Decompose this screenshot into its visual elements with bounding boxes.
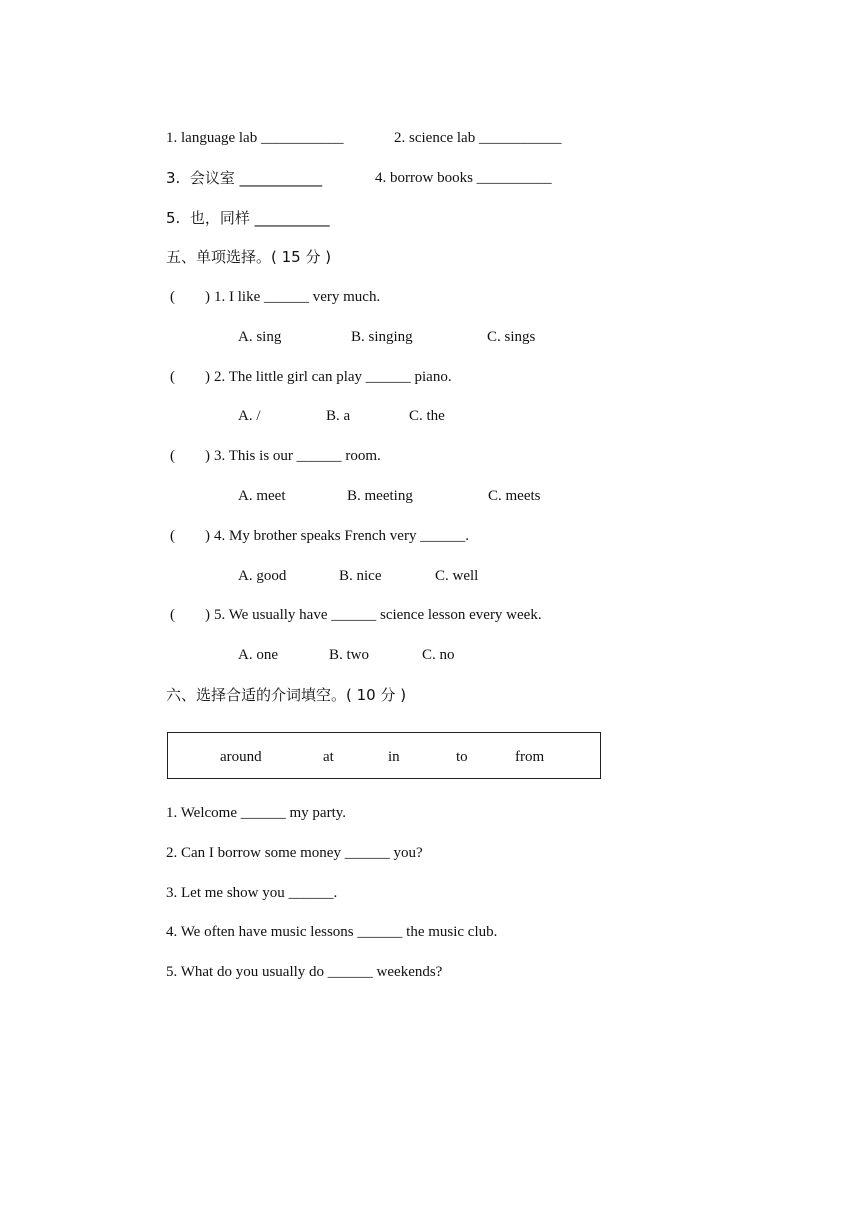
q5-option-a: A. one	[238, 647, 278, 663]
q4-answer-paren: ( )	[170, 528, 210, 544]
q5-option-c: C. no	[422, 647, 455, 663]
word-bank-item: at	[323, 749, 334, 765]
q2-option-a: A. /	[238, 408, 261, 424]
q3-answer-paren: ( )	[170, 448, 210, 464]
q2-text: 2. The little girl can play ______ piano.	[214, 369, 452, 385]
section5-title: 五、单项选择。( 15 分 )	[166, 248, 332, 266]
q4-option-c: C. well	[435, 568, 479, 584]
vocab-item-3: 3. 会议室 ___________	[166, 169, 323, 187]
q3-option-a: A. meet	[238, 488, 286, 504]
word-bank-item: to	[456, 749, 468, 765]
vocab-item-5: 5. 也，同样 __________	[166, 209, 330, 227]
fill-sentence-4: 4. We often have music lessons ______ the music club.	[166, 924, 498, 940]
q2-option-b: B. a	[326, 408, 351, 424]
q1-answer-paren: ( )	[170, 289, 210, 305]
word-bank-item: from	[515, 749, 545, 765]
q1-option-b: B. singing	[351, 329, 413, 345]
section6-title: 六、选择合适的介词填空。( 10 分 )	[166, 686, 407, 704]
word-bank-box	[167, 732, 601, 779]
q4-option-b: B. nice	[339, 568, 382, 584]
vocab-item-2: 2. science lab ___________	[394, 130, 562, 146]
q5-text: 5. We usually have ______ science lesson every week.	[214, 607, 542, 623]
q3-option-b: B. meeting	[347, 488, 413, 504]
fill-sentence-1: 1. Welcome ______ my party.	[166, 805, 347, 821]
q3-option-c: C. meets	[488, 488, 541, 504]
fill-sentence-2: 2. Can I borrow some money ______ you?	[166, 845, 423, 861]
vocab-item-4: 4. borrow books __________	[375, 170, 552, 186]
fill-sentence-5: 5. What do you usually do ______ weekends?	[166, 964, 443, 980]
q1-option-a: A. sing	[238, 329, 282, 345]
q5-option-b: B. two	[329, 647, 370, 663]
q2-answer-paren: ( )	[170, 369, 210, 385]
q1-text: 1. I like ______ very much.	[214, 289, 381, 305]
q5-answer-paren: ( )	[170, 607, 210, 623]
q4-text: 4. My brother speaks French very ______.	[214, 528, 469, 544]
word-bank-item: in	[388, 749, 400, 765]
q2-option-c: C. the	[409, 408, 445, 424]
q4-option-a: A. good	[238, 568, 287, 584]
q1-option-c: C. sings	[487, 329, 536, 345]
q3-text: 3. This is our ______ room.	[214, 448, 381, 464]
fill-sentence-3: 3. Let me show you ______.	[166, 885, 338, 901]
vocab-item-1: 1. language lab ___________	[166, 130, 344, 146]
word-bank-item: around	[220, 749, 262, 765]
